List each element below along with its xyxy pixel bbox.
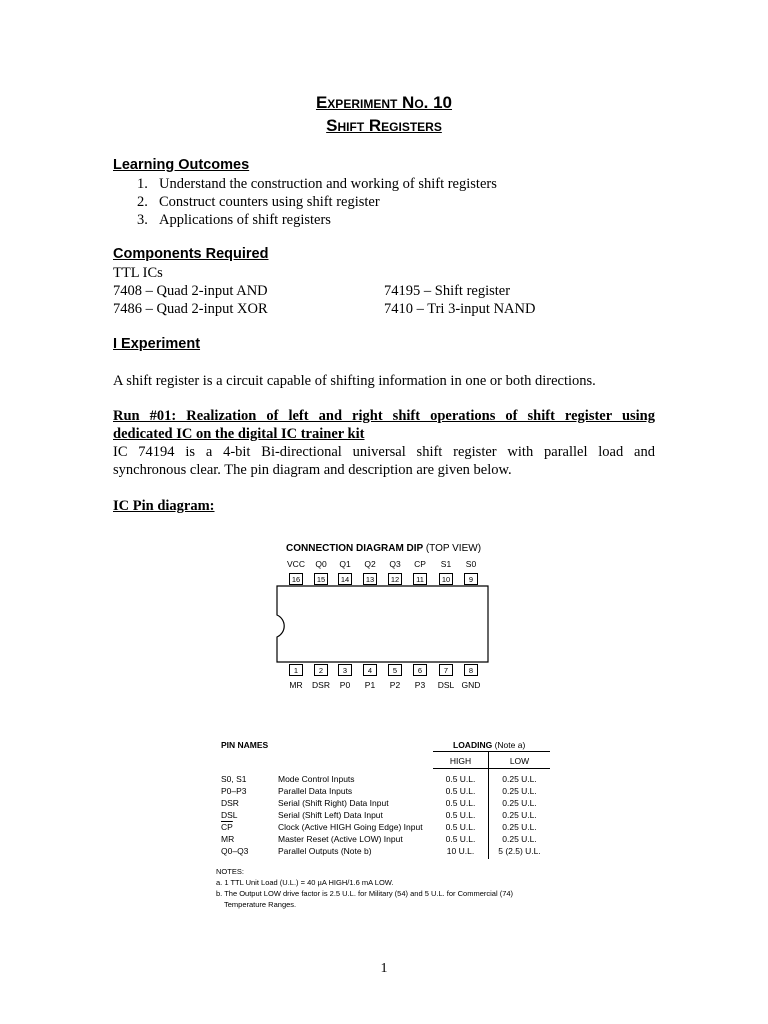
pin-label-top: Q0 bbox=[315, 559, 327, 569]
pin-number-box: 11 bbox=[413, 573, 427, 585]
pin-label-bottom: MR bbox=[289, 680, 303, 690]
pin-low-cell: 0.25 U.L. bbox=[502, 774, 537, 784]
pin-description-cell: Serial (Shift Right) Data Input bbox=[278, 798, 389, 808]
pin-number-box: 16 bbox=[289, 573, 303, 585]
table-rule bbox=[433, 768, 550, 769]
outcome-text: Construct counters using shift register bbox=[159, 194, 380, 210]
experiment-heading: I Experiment bbox=[113, 336, 201, 352]
pin-number-box: 8 bbox=[464, 664, 478, 676]
pin-description-cell: Serial (Shift Left) Data Input bbox=[278, 810, 383, 820]
pin-low-cell: 5 (2.5) U.L. bbox=[498, 846, 541, 856]
pin-number-box: 2 bbox=[314, 664, 328, 676]
pin-name-cell: S0, S1 bbox=[221, 774, 247, 784]
pin-number-box: 7 bbox=[439, 664, 453, 676]
pin-label-top: S0 bbox=[465, 559, 477, 569]
run-heading-line2: dedicated IC on the digital IC trainer kit bbox=[113, 426, 365, 442]
pin-label-bottom: P2 bbox=[389, 680, 401, 690]
run-heading-line1: Run #01: Realization of left and right shift operations of shift register using bbox=[113, 408, 655, 424]
component-item: 7408 – Quad 2-input AND bbox=[113, 283, 268, 299]
pin-high-cell: 0.5 U.L. bbox=[445, 810, 476, 820]
pin-label-top: S1 bbox=[440, 559, 452, 569]
outcome-text: Understand the construction and working of shift registers bbox=[159, 176, 497, 192]
pin-description-cell: Clock (Active HIGH Going Edge) Input bbox=[278, 822, 423, 832]
pin-label-bottom: DSR bbox=[312, 680, 330, 690]
pin-number-box: 10 bbox=[439, 573, 453, 585]
pin-name-cell: DSL bbox=[221, 810, 238, 820]
pin-label-bottom: GND bbox=[461, 680, 481, 690]
outcome-text: Applications of shift registers bbox=[159, 212, 331, 228]
experiment-title: Experiment No. 10 bbox=[315, 93, 453, 112]
pin-number-box: 13 bbox=[363, 573, 377, 585]
experiment-subtitle: Shift Registers bbox=[326, 116, 442, 135]
pin-label-bottom: P1 bbox=[364, 680, 376, 690]
column-high-header: HIGH bbox=[449, 756, 472, 766]
pin-number-box: 14 bbox=[338, 573, 352, 585]
pin-high-cell: 0.5 U.L. bbox=[445, 822, 476, 832]
pin-number-box: 12 bbox=[388, 573, 402, 585]
pin-number-box: 5 bbox=[388, 664, 402, 676]
pin-label-top: Q2 bbox=[364, 559, 376, 569]
pin-high-cell: 0.5 U.L. bbox=[445, 798, 476, 808]
ic-package-body bbox=[274, 584, 492, 666]
pin-names-heading: PIN NAMES bbox=[221, 740, 269, 750]
connection-diagram-title-bold: CONNECTION DIAGRAM DIP bbox=[286, 543, 424, 554]
pin-label-bottom: P3 bbox=[414, 680, 426, 690]
pin-number-box: 15 bbox=[314, 573, 328, 585]
pin-description-cell: Parallel Data Inputs bbox=[278, 786, 353, 796]
outcome-number: 3. bbox=[137, 212, 148, 228]
pin-label-top: Q1 bbox=[339, 559, 351, 569]
pin-name-cell: $\overline{CP}$ bbox=[221, 822, 233, 832]
pin-description-cell: Master Reset (Active LOW) Input bbox=[278, 834, 403, 844]
column-low-header: LOW bbox=[509, 756, 530, 766]
pin-high-cell: 0.5 U.L. bbox=[445, 786, 476, 796]
pin-label-top: CP bbox=[414, 559, 426, 569]
component-item: 7410 – Tri 3-input NAND bbox=[384, 301, 536, 317]
pin-high-cell: 10 U.L. bbox=[446, 846, 475, 856]
pin-number-box: 4 bbox=[363, 664, 377, 676]
pin-label-top: VCC bbox=[287, 559, 305, 569]
pin-low-cell: 0.25 U.L. bbox=[502, 834, 537, 844]
note-b-continued: Temperature Ranges. bbox=[224, 900, 297, 909]
pin-low-cell: 0.25 U.L. bbox=[502, 822, 537, 832]
pin-number-box: 9 bbox=[464, 573, 478, 585]
component-item: 74195 – Shift register bbox=[384, 283, 511, 299]
pin-diagram-heading: IC Pin diagram: bbox=[113, 498, 215, 514]
pin-label-bottom: P0 bbox=[339, 680, 351, 690]
notes-heading: NOTES: bbox=[216, 867, 244, 876]
pin-description-cell: Mode Control Inputs bbox=[278, 774, 355, 784]
pin-label-top: Q3 bbox=[389, 559, 401, 569]
learning-outcomes-heading: Learning Outcomes bbox=[113, 157, 250, 173]
pin-name-cell: MR bbox=[221, 834, 235, 844]
pin-description-cell: Parallel Outputs (Note b) bbox=[278, 846, 372, 856]
pin-label-bottom: DSL bbox=[437, 680, 455, 690]
pin-high-cell: 0.5 U.L. bbox=[445, 834, 476, 844]
connection-diagram-title-view: (TOP VIEW) bbox=[425, 543, 482, 554]
pin-name-cell: Q0–Q3 bbox=[221, 846, 249, 856]
outcome-number: 2. bbox=[137, 194, 148, 210]
pin-low-cell: 0.25 U.L. bbox=[502, 798, 537, 808]
pin-number-box: 6 bbox=[413, 664, 427, 676]
note-a: a. 1 TTL Unit Load (U.L.) = 40 µA HIGH/1.6 mA LOW. bbox=[216, 878, 394, 887]
loading-heading bbox=[453, 739, 525, 751]
run-description-line2: synchronous clear. The pin diagram and description are given below. bbox=[113, 462, 512, 478]
experiment-intro: A shift register is a circuit capable of shifting information in one or both directions. bbox=[113, 373, 596, 389]
pin-number-box: 3 bbox=[338, 664, 352, 676]
note-b: b. The Output LOW drive factor is 2.5 U.L. for Military (54) and 5 U.L. for Commercial (74) bbox=[216, 889, 514, 898]
table-rule bbox=[433, 751, 550, 752]
page-number: 1 bbox=[380, 961, 388, 976]
pin-number-box: 1 bbox=[289, 664, 303, 676]
pin-low-cell: 0.25 U.L. bbox=[502, 786, 537, 796]
outcome-number: 1. bbox=[137, 176, 148, 192]
pin-low-cell: 0.25 U.L. bbox=[502, 810, 537, 820]
pin-name-cell: P0–P3 bbox=[221, 786, 247, 796]
component-item: 7486 – Quad 2-input XOR bbox=[113, 301, 268, 317]
run-description-line1: IC 74194 is a 4-bit Bi-directional universal shift register with parallel load and bbox=[113, 444, 655, 460]
loading-note: (Note a) bbox=[494, 740, 526, 750]
connection-diagram-title bbox=[286, 543, 481, 554]
loading-label: LOADING bbox=[453, 740, 493, 750]
components-heading: Components Required bbox=[113, 246, 269, 262]
components-subheading: TTL ICs bbox=[113, 265, 163, 281]
pin-name-cell: DSR bbox=[221, 798, 239, 808]
pin-high-cell: 0.5 U.L. bbox=[445, 774, 476, 784]
